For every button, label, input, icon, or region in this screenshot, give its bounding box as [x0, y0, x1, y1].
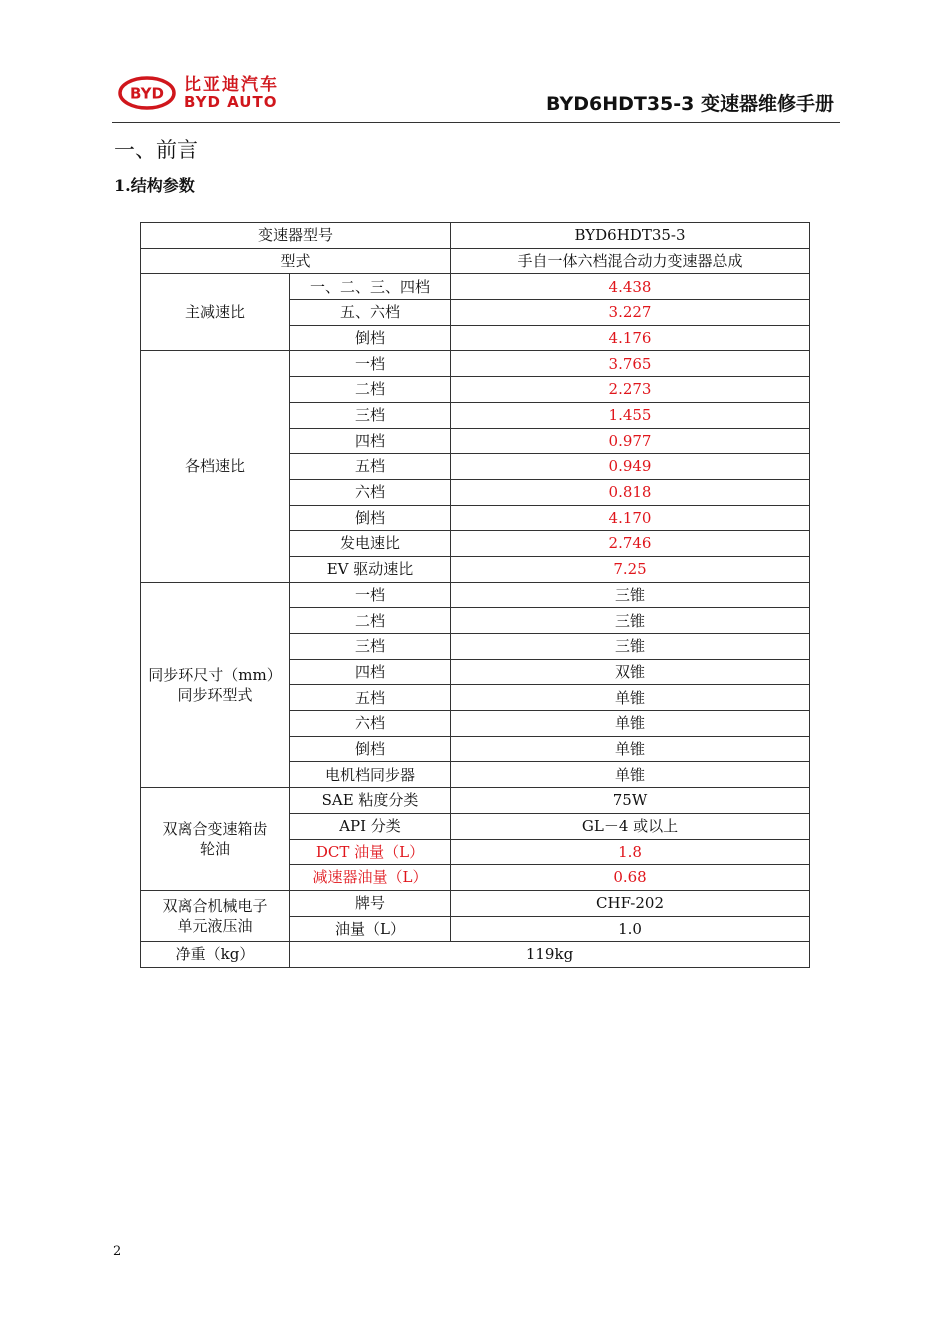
page-header: [112, 70, 840, 123]
table-row: [141, 788, 810, 814]
gear-oil-label-line1: 双离合变速箱齿: [162, 819, 268, 838]
row-name: SAE 粘度分类: [290, 788, 451, 814]
row-name: 五、六档: [290, 300, 451, 326]
byd-oval-logo-icon: [118, 76, 176, 110]
type-value: 手自一体六档混合动力变速器总成: [451, 248, 810, 274]
row-name: 六档: [290, 479, 451, 505]
table-row: [141, 942, 810, 968]
gear-oil-label: [141, 788, 290, 891]
row-name: 三档: [290, 634, 451, 660]
row-name: 倒档: [290, 505, 451, 531]
spec-table: [140, 222, 810, 968]
logo-text: [184, 74, 279, 111]
row-value: 双锥: [451, 659, 810, 685]
row-name: 油量（L）: [290, 916, 451, 942]
row-value: 0.68: [451, 865, 810, 891]
row-value: CHF-202: [451, 890, 810, 916]
row-value: 0.977: [451, 428, 810, 454]
row-name: 五档: [290, 685, 451, 711]
row-value: 三锥: [451, 608, 810, 634]
row-value: 2.273: [451, 377, 810, 403]
row-value: 0.949: [451, 454, 810, 480]
table-row: [141, 223, 810, 249]
row-name: 一档: [290, 351, 451, 377]
net-weight-value: 119kg: [290, 942, 810, 968]
row-name: 二档: [290, 377, 451, 403]
row-name: 一档: [290, 582, 451, 608]
row-name: DCT 油量（L）: [290, 839, 451, 865]
model-label: 变速器型号: [141, 223, 451, 249]
table-row: [141, 248, 810, 274]
row-name: 一、二、三、四档: [290, 274, 451, 300]
logo-chinese: 比亚迪汽车: [184, 74, 279, 95]
row-value: 0.818: [451, 479, 810, 505]
type-label: 型式: [141, 248, 451, 274]
row-value: 单锥: [451, 711, 810, 737]
row-value: 单锥: [451, 736, 810, 762]
row-value: 4.176: [451, 325, 810, 351]
row-value: 3.765: [451, 351, 810, 377]
row-name: 牌号: [290, 890, 451, 916]
hydraulic-oil-label-line1: 双离合机械电子: [162, 896, 268, 915]
row-name: EV 驱动速比: [290, 556, 451, 582]
byd-logo: [118, 76, 279, 110]
row-name: 倒档: [290, 736, 451, 762]
model-value: BYD6HDT35-3: [451, 223, 810, 249]
row-name: 五档: [290, 454, 451, 480]
section-title: 一、前言: [114, 138, 198, 162]
hydraulic-oil-label: [141, 890, 290, 941]
table-row: [141, 582, 810, 608]
row-value: 三锥: [451, 582, 810, 608]
row-name: 六档: [290, 711, 451, 737]
row-value: 单锥: [451, 685, 810, 711]
gear-ratios-label: 各档速比: [141, 351, 290, 582]
row-value: 单锥: [451, 762, 810, 788]
row-value: 三锥: [451, 634, 810, 660]
final-drive-label: 主减速比: [141, 274, 290, 351]
row-name: 倒档: [290, 325, 451, 351]
subsection-title: 1.结构参数: [114, 176, 195, 195]
row-name: 四档: [290, 659, 451, 685]
row-value: 2.746: [451, 531, 810, 557]
gear-oil-label-line2: 轮油: [199, 840, 230, 858]
row-value: 3.227: [451, 300, 810, 326]
row-value: 4.438: [451, 274, 810, 300]
row-value: 7.25: [451, 556, 810, 582]
row-name: API 分类: [290, 813, 451, 839]
row-value: 1.0: [451, 916, 810, 942]
row-name: 电机档同步器: [290, 762, 451, 788]
row-value: 1.455: [451, 402, 810, 428]
synchro-label-line1: 同步环尺寸（mm）: [148, 665, 282, 684]
row-name: 二档: [290, 608, 451, 634]
synchro-label: [141, 582, 290, 788]
row-name: 减速器油量（L）: [290, 865, 451, 891]
hydraulic-oil-label-line2: 单元液压油: [177, 917, 253, 936]
table-row: [141, 890, 810, 916]
logo-english: BYD AUTO: [184, 92, 278, 111]
row-value: 1.8: [451, 839, 810, 865]
row-value: GL－4 或以上: [451, 813, 810, 839]
row-name: 四档: [290, 428, 451, 454]
row-name: 三档: [290, 402, 451, 428]
logo-mark-text: BYD: [130, 84, 164, 103]
row-name: 发电速比: [290, 531, 451, 557]
page-number: 2: [113, 1244, 122, 1259]
document-title: BYD6HDT35-3 变速器维修手册: [546, 93, 834, 115]
table-row: [141, 274, 810, 300]
row-value: 75W: [451, 788, 810, 814]
net-weight-label: 净重（kg）: [141, 942, 290, 968]
row-value: 4.170: [451, 505, 810, 531]
table-row: [141, 351, 810, 377]
synchro-label-line2: 同步环型式: [177, 685, 253, 704]
